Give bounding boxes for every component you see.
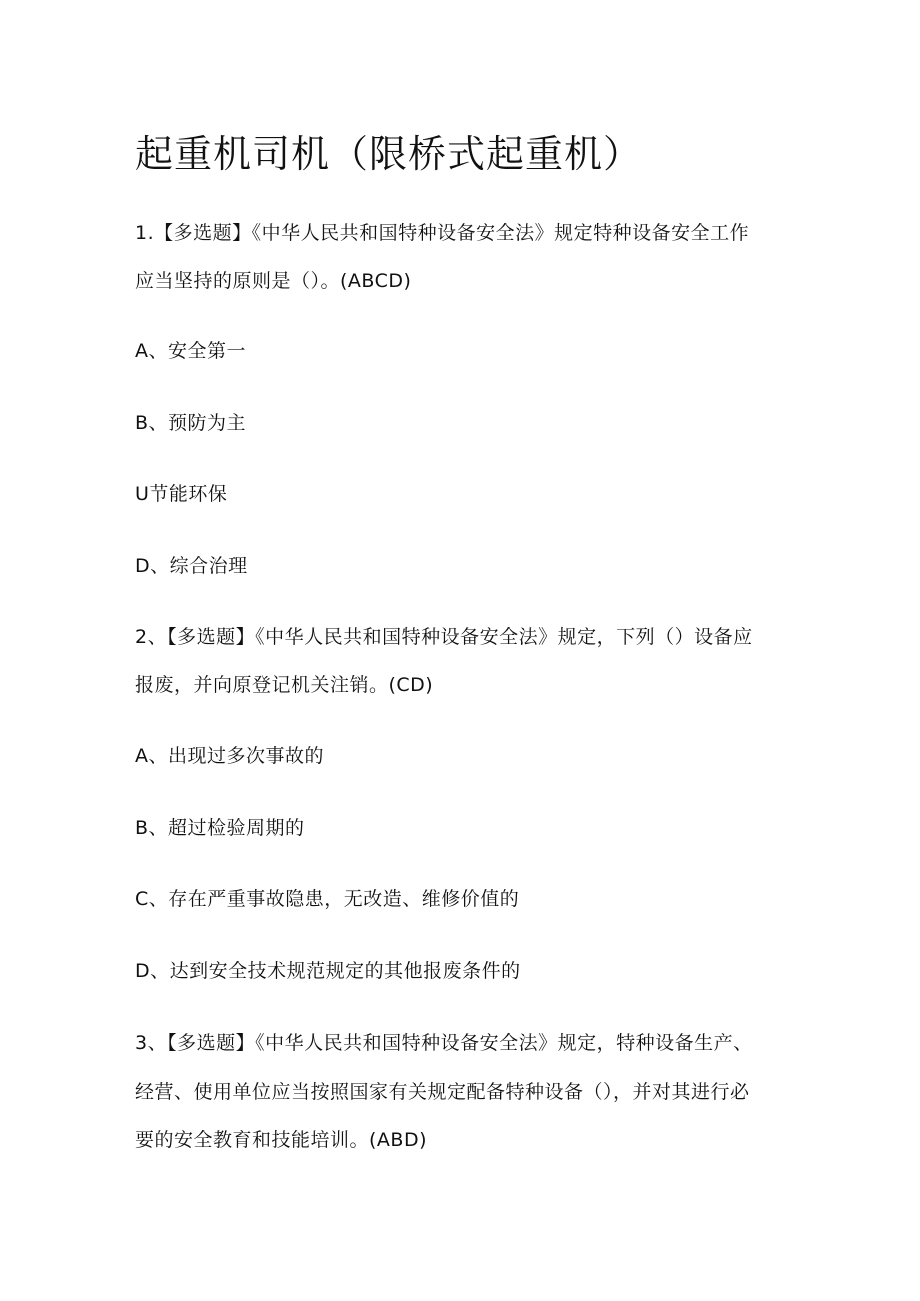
question-1-option-c: U节能环保 <box>135 483 228 505</box>
question-2-option-d: D、达到安全技术规范规定的其他报废条件的 <box>135 960 521 982</box>
question-1-stem-line-2: 应当坚持的原则是（）。(ABCD) <box>135 270 412 292</box>
question-2-option-b: B、超过检验周期的 <box>135 817 305 839</box>
question-2-stem-line-2: 报废，并向原登记机关注销。(CD) <box>135 674 434 696</box>
question-1-stem-line-1: 1.【多选题】《中华人民共和国特种设备安全法》规定特种设备安全工作 <box>135 222 750 244</box>
question-3-stem-line-2: 经营、使用单位应当按照国家有关规定配备特种设备（），并对其进行必 <box>135 1081 750 1103</box>
question-2-stem-line-1: 2、【多选题】《中华人民共和国特种设备安全法》规定，下列（）设备应 <box>135 626 753 648</box>
question-2-option-a: A、出现过多次事故的 <box>135 745 324 767</box>
question-3-stem-line-3: 要的安全教育和技能培训。(ABD) <box>135 1129 427 1151</box>
question-1-option-d: D、综合治理 <box>135 555 248 577</box>
question-2-option-c: C、存在严重事故隐患，无改造、维修价值的 <box>135 888 520 910</box>
question-1-option-a: A、安全第一 <box>135 340 246 362</box>
question-3-stem-line-1: 3、【多选题】《中华人民共和国特种设备安全法》规定，特种设备生产、 <box>135 1032 753 1054</box>
question-1-option-b: B、预防为主 <box>135 412 247 434</box>
document-title: 起重机司机（限桥式起重机） <box>135 132 643 176</box>
